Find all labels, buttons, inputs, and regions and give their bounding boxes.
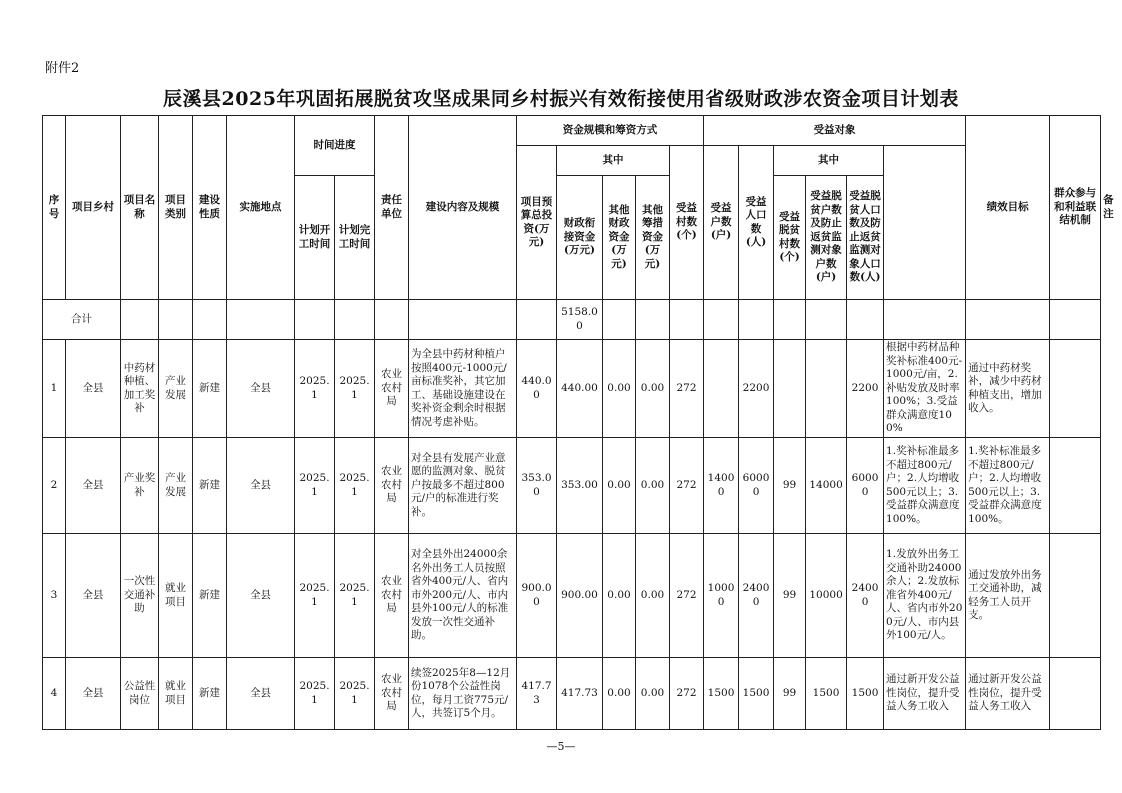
cell-total: 417.73 xyxy=(517,658,557,730)
header-benef-villages: 受益村数(个) xyxy=(670,146,704,300)
cell-remark xyxy=(1050,438,1101,534)
header-seq: 序号 xyxy=(43,116,66,300)
cell-households xyxy=(704,340,739,438)
cell-category: 就业项目 xyxy=(159,658,193,730)
cell-poor-villages xyxy=(774,340,806,438)
cell-fiscal: 353.00 xyxy=(557,438,603,534)
project-plan-table: 序号 项目乡村 项目名称 项目类别 建设性质 实施地点 时间进度 责任单位 建设内容及规模 资金规模和筹资方式 受益对象 绩效目标 群众参与和利益联结机制 备注 项目预算总投资(万元) 其中 受益村数(个) 受益户数(户) 受益人口数(人) 其中 计划开工时间 计划完工时间 财政衔接资金(万元) 其他财政资金(万元) 其他筹措资金(万元) 受益脱贫村数(个) 受益脱贫户数及防止返贫监测对象户数(户) 受益脱贫人口数及防止返贫监测对象人口数(人) 合计 5158.00 1 全县 中药材种植、加工奖补 产业发展 新建 全县 2025.1 2025.1 农业农村局 为全县中药材种植户按照400元-1000元/亩标准奖补，其它加工、基础设施建设在奖补资金剩余时根据情况考虑补贴。 440.00 440.00 0.00 0.00 272 2200 2200 根据中药材品种奖补标准400元-1000元/亩，2.补贴发放及时率100%；3.受益群众满意度100% 通过中药材奖补，减少中药材种植支出，增加收入。 2 全县 产业奖补 产业发展 新建 全县 2025.1 2025.1 农业农村局 对全县有发展产业意愿的监测对象、脱贫户按最多不超过800元/户的标准进行奖补。 353.00 353.00 0.00 0.00 272 14000 60000 99 14000 60000 1.奖补标准最多不超过800元/户；2.人均增收500元以上；3.受益群众满意度100%。 1.奖补标准最多不超过800元/户；2.人均增收500元以上；3.受益群众满意度100%。 3 全县 一次性交通补助 就业项目 新建 全县 2025.1 2025.1 农业农村局 对全县外出24000余名外出务工人员按照省外400元/人、省内市外200元/人、市内县外100元/人的标准发放一次性交通补助。 900.00 900.00 0.00 0.00 272 10000 24000 99 10000 24000 1.发放外出务工交通补助24000余人；2.发放标准省外400元/人、省内市外200元/人、市内县外100元/人。 通过发放外出务工交通补助，减轻务工人员开支。 4 全县 公益性岗位 就业项目 新建 全县 2025.1 2025.1 农业农村局 续签2025年8—12月份1078个公益性岗位，每月工资775元/人，共签订5个月。 417.73 417.73 0.00 0.00 272 1500 1500 99 1500 1500 通过新开发公益性岗位，提升受益人务工收入 通过新开发公益性岗位，提升受益人务工收入 xyxy=(42,115,1101,730)
cell-end: 2025.1 xyxy=(335,534,375,658)
cell-seq: 2 xyxy=(43,438,66,534)
cell-name: 产业奖补 xyxy=(121,438,159,534)
cell-name: 中药材种植、加工奖补 xyxy=(121,340,159,438)
cell-seq: 1 xyxy=(43,340,66,438)
cell-unit: 农业农村局 xyxy=(375,658,409,730)
cell-poor-households: 14000 xyxy=(806,438,847,534)
cell-start: 2025.1 xyxy=(295,658,335,730)
header-content: 建设内容及规模 xyxy=(409,116,517,300)
cell-households: 14000 xyxy=(704,438,739,534)
cell-nature: 新建 xyxy=(193,340,227,438)
header-funds-other-fiscal: 其他财政资金(万元) xyxy=(603,176,636,300)
header-location: 实施地点 xyxy=(227,116,295,300)
cell-location: 全县 xyxy=(227,658,295,730)
cell-goal: 根据中药材品种奖补标准400元-1000元/亩，2.补贴发放及时率100%；3.受益群众满意度100% xyxy=(884,340,966,438)
cell-end: 2025.1 xyxy=(335,438,375,534)
cell-poor-households xyxy=(806,340,847,438)
cell-village: 全县 xyxy=(66,340,121,438)
cell-villages: 272 xyxy=(670,534,704,658)
cell-remark xyxy=(1050,340,1101,438)
cell-households: 1500 xyxy=(704,658,739,730)
cell-goal: 1.奖补标准最多不超过800元/户；2.人均增收500元以上；3.受益群众满意度100%。 xyxy=(884,438,966,534)
page-number: —5— xyxy=(546,740,576,753)
cell-category: 就业项目 xyxy=(159,534,193,658)
cell-poor-people: 24000 xyxy=(847,534,884,658)
cell-self: 0.00 xyxy=(636,438,670,534)
cell-people: 24000 xyxy=(739,534,774,658)
cell-nature: 新建 xyxy=(193,534,227,658)
cell-content: 续签2025年8—12月份1078个公益性岗位，每月工资775元/人，共签订5个月。 xyxy=(409,658,517,730)
cell-villages: 272 xyxy=(670,340,704,438)
cell-goal: 通过新开发公益性岗位，提升受益人务工收入 xyxy=(884,658,966,730)
cell-nature: 新建 xyxy=(193,438,227,534)
cell-name: 一次性交通补助 xyxy=(121,534,159,658)
header-benef-poor-households: 受益脱贫户数及防止返贫监测对象户数(户) xyxy=(806,176,847,300)
cell-villages: 272 xyxy=(670,438,704,534)
cell-self: 0.00 xyxy=(636,658,670,730)
cell-households: 10000 xyxy=(704,534,739,658)
header-benef-people: 受益人口数(人) xyxy=(739,146,774,300)
total-row xyxy=(43,300,1101,340)
cell-poor-villages: 99 xyxy=(774,438,806,534)
cell-end: 2025.1 xyxy=(335,340,375,438)
cell-name: 公益性岗位 xyxy=(121,658,159,730)
cell-remark xyxy=(1050,534,1101,658)
cell-poor-households: 1500 xyxy=(806,658,847,730)
table-row xyxy=(43,438,1101,534)
cell-poor-people: 1500 xyxy=(847,658,884,730)
header-name: 项目名称 xyxy=(121,116,159,300)
cell-poor-households: 10000 xyxy=(806,534,847,658)
cell-self: 0.00 xyxy=(636,534,670,658)
header-benef-poor-people: 受益脱贫人口数及防止返贫监测对象人口数(人) xyxy=(847,176,884,300)
cell-self: 0.00 xyxy=(636,340,670,438)
header-funds-total: 项目预算总投资(万元) xyxy=(517,146,557,300)
cell-poor-people: 60000 xyxy=(847,438,884,534)
header-funds-group: 资金规模和筹资方式 xyxy=(517,116,704,146)
cell-fiscal: 417.73 xyxy=(557,658,603,730)
cell-mechanism: 通过发放外出务工交通补助，减轻务工人员开支。 xyxy=(966,534,1050,658)
cell-village: 全县 xyxy=(66,438,121,534)
attachment-label: 附件2 xyxy=(45,61,80,76)
header-nature: 建设性质 xyxy=(193,116,227,300)
cell-location: 全县 xyxy=(227,340,295,438)
header-benef-poor-villages: 受益脱贫村数(个) xyxy=(774,176,806,300)
cell-seq: 4 xyxy=(43,658,66,730)
cell-village: 全县 xyxy=(66,534,121,658)
cell-location: 全县 xyxy=(227,438,295,534)
cell-total: 900.00 xyxy=(517,534,557,658)
header-unit: 责任单位 xyxy=(375,116,409,300)
header-goal: 绩效目标 xyxy=(966,116,1050,300)
cell-other-fiscal: 0.00 xyxy=(603,438,636,534)
cell-end: 2025.1 xyxy=(335,658,375,730)
cell-location: 全县 xyxy=(227,534,295,658)
cell-fiscal: 440.00 xyxy=(557,340,603,438)
cell-people: 60000 xyxy=(739,438,774,534)
cell-content: 对全县外出24000余名外出务工人员按照省外400元/人、省内市外200元/人、市内县外100元/人的标准发放一次性交通补助。 xyxy=(409,534,517,658)
header-funds-fiscal: 财政衔接资金(万元) xyxy=(557,176,603,300)
total-label: 合计 xyxy=(43,300,121,340)
header-village: 项目乡村 xyxy=(66,116,121,300)
cell-mechanism: 1.奖补标准最多不超过800元/户；2.人均增收500元以上；3.受益群众满意度100%。 xyxy=(966,438,1050,534)
header-schedule: 时间进度 xyxy=(295,116,375,176)
header-benef-of-which: 其中 xyxy=(774,146,884,176)
header-funds-self: 其他筹措资金(万元) xyxy=(636,176,670,300)
cell-goal: 1.发放外出务工交通补助24000余人；2.发放标准省外400元/人、省内市外200元/人、市内县外100元/人。 xyxy=(884,534,966,658)
table-row xyxy=(43,534,1101,658)
cell-unit: 农业农村局 xyxy=(375,438,409,534)
cell-people: 2200 xyxy=(739,340,774,438)
document-title: 辰溪县2025年巩固拓展脱贫攻坚成果同乡村振兴有效衔接使用省级财政涉农资金项目计划表 xyxy=(163,88,959,110)
cell-total: 353.00 xyxy=(517,438,557,534)
cell-people: 1500 xyxy=(739,658,774,730)
header-funds-of-which: 其中 xyxy=(557,146,670,176)
cell-other-fiscal: 0.00 xyxy=(603,534,636,658)
cell-fiscal: 900.00 xyxy=(557,534,603,658)
header-end: 计划完工时间 xyxy=(335,176,375,300)
cell-unit: 农业农村局 xyxy=(375,534,409,658)
cell-poor-villages: 99 xyxy=(774,534,806,658)
cell-poor-people: 2200 xyxy=(847,340,884,438)
cell-start: 2025.1 xyxy=(295,438,335,534)
cell-start: 2025.1 xyxy=(295,340,335,438)
cell-category: 产业发展 xyxy=(159,438,193,534)
cell-start: 2025.1 xyxy=(295,534,335,658)
cell-unit: 农业农村局 xyxy=(375,340,409,438)
table-row xyxy=(43,658,1101,730)
cell-category: 产业发展 xyxy=(159,340,193,438)
header-beneficiaries-group: 受益对象 xyxy=(704,116,966,146)
cell-total: 440.00 xyxy=(517,340,557,438)
cell-other-fiscal: 0.00 xyxy=(603,340,636,438)
cell-seq: 3 xyxy=(43,534,66,658)
cell-village: 全县 xyxy=(66,658,121,730)
header-mechanism: 群众参与和利益联结机制 xyxy=(1050,116,1101,300)
cell-remark xyxy=(1050,658,1101,730)
cell-villages: 272 xyxy=(670,658,704,730)
cell-content: 对全县有发展产业意愿的监测对象、脱贫户按最多不超过800元/户的标准进行奖补。 xyxy=(409,438,517,534)
header-benef-households: 受益户数(户) xyxy=(704,146,739,300)
total-fiscal: 5158.00 xyxy=(557,300,603,340)
header-category: 项目类别 xyxy=(159,116,193,300)
header-start: 计划开工时间 xyxy=(295,176,335,300)
cell-mechanism: 通过中药材奖补，减少中药材种植支出，增加收入。 xyxy=(966,340,1050,438)
cell-mechanism: 通过新开发公益性岗位，提升受益人务工收入 xyxy=(966,658,1050,730)
cell-nature: 新建 xyxy=(193,658,227,730)
cell-content: 为全县中药材种植户按照400元-1000元/亩标准奖补，其它加工、基础设施建设在奖补资金剩余时根据情况考虑补贴。 xyxy=(409,340,517,438)
table-row xyxy=(43,340,1101,438)
cell-poor-villages: 99 xyxy=(774,658,806,730)
cell-other-fiscal: 0.00 xyxy=(603,658,636,730)
